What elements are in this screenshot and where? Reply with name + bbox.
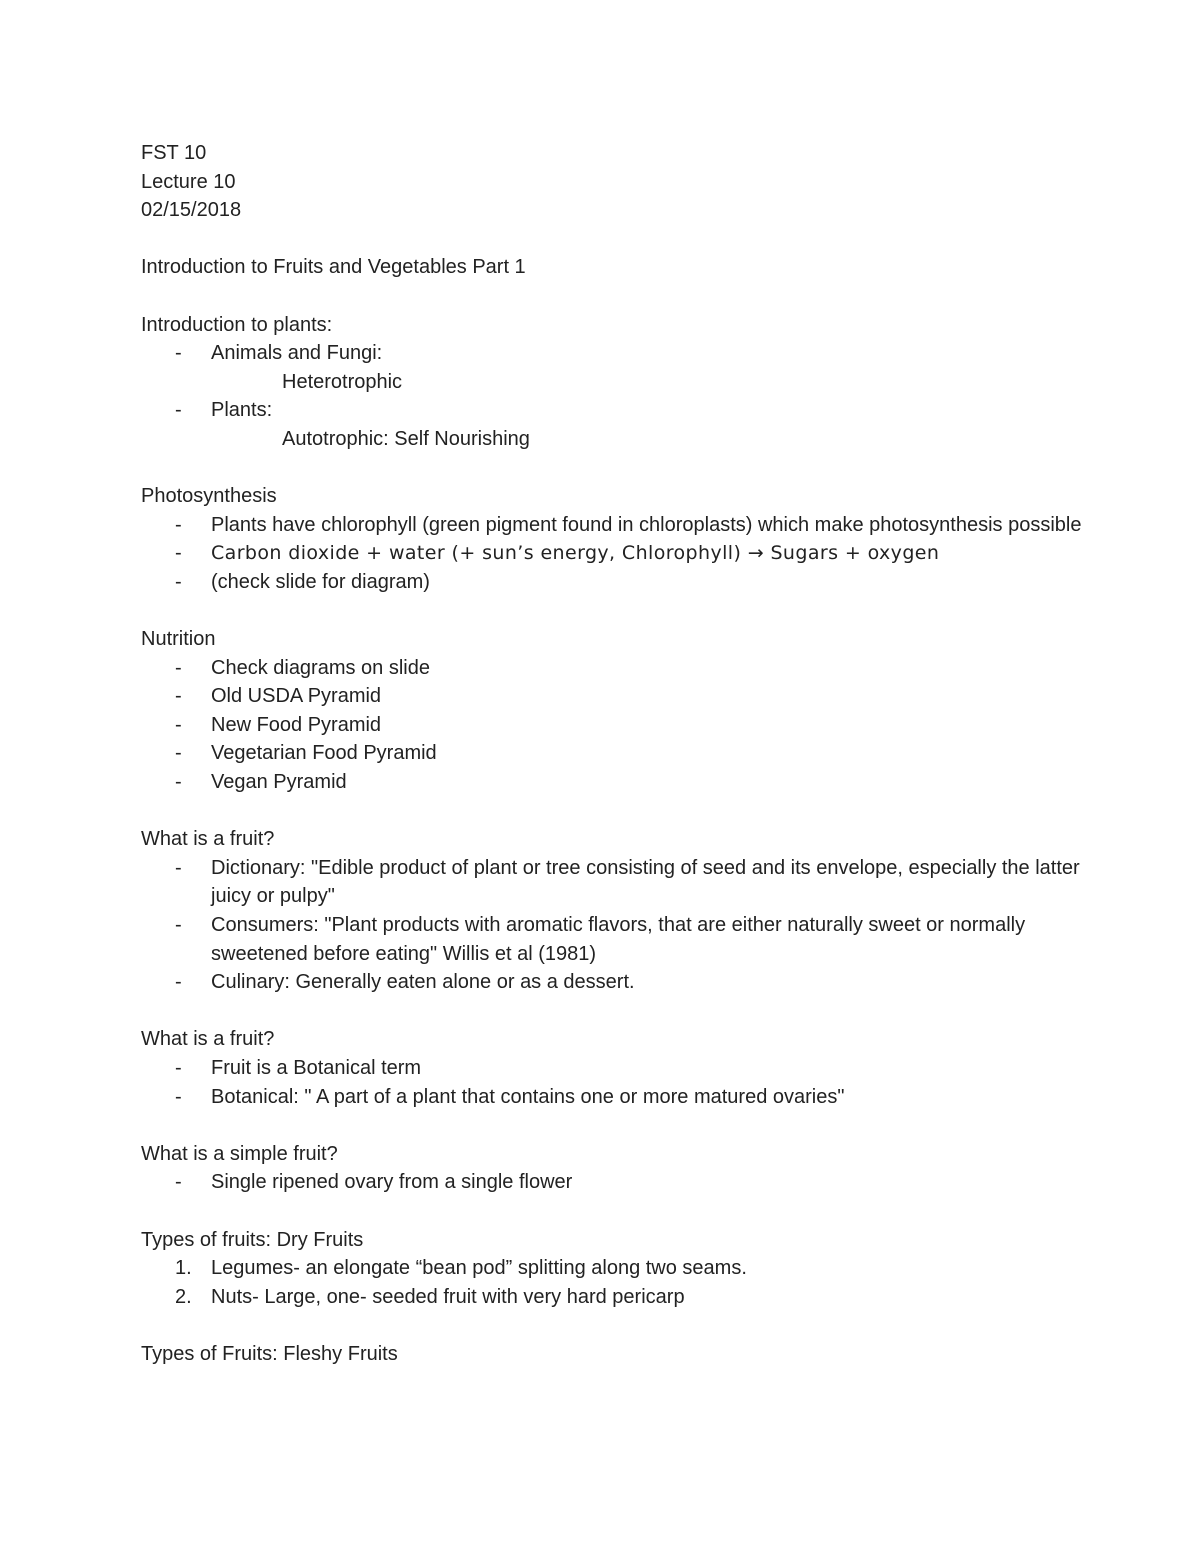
list-item-text: Fruit is a Botanical term — [211, 1057, 422, 1079]
section-heading-dry-fruits: Types of fruits: Dry Fruits — [141, 1228, 364, 1251]
list-item — [141, 682, 1101, 711]
course-code: FST 10 — [141, 142, 207, 164]
list-item-text: Vegetarian Food Pyramid — [211, 742, 437, 765]
list-item — [141, 1054, 1101, 1083]
section-heading-nutrition: Nutrition — [141, 628, 216, 651]
list-item-text: Dictionary: "Edible product of plant or tree consisting of seed and its envelope, especially the latter juicy or pulpy" — [211, 856, 1080, 908]
number-marker: 1. — [175, 1257, 192, 1280]
bullet-marker: - — [175, 570, 182, 593]
bullet-marker: - — [175, 1057, 182, 1079]
list-item — [141, 511, 1101, 540]
list-item-text: (check slide for diagram) — [211, 570, 430, 593]
list-item — [141, 711, 1101, 740]
list-item — [141, 339, 1101, 368]
bullet-marker: - — [175, 342, 182, 365]
section-heading-photosynthesis: Photosynthesis — [141, 485, 277, 508]
list-item — [141, 539, 1101, 568]
section-heading-simple-fruit: What is a simple fruit? — [141, 1142, 338, 1165]
section-heading-fruit-botanical: What is a fruit? — [141, 1028, 275, 1051]
bullet-marker: - — [175, 1171, 182, 1194]
list-item-text: Legumes- an elongate “bean pod” splitting along two seams. — [211, 1257, 747, 1280]
bullet-marker: - — [175, 971, 182, 994]
list-item — [141, 768, 1101, 797]
photosynthesis-equation: Carbon dioxide + water (+ sun’s energy, Chlorophyll) → Sugars + oxygen — [211, 542, 940, 565]
document-title: Introduction to Fruits and Vegetables Part 1 — [141, 256, 526, 279]
list-item — [141, 739, 1101, 768]
list-item-text: Botanical: " A part of a plant that contains one or more matured ovaries" — [211, 1085, 845, 1108]
list-item-text: Nuts- Large, one- seeded fruit with very hard pericarp — [211, 1285, 685, 1308]
list-item — [141, 396, 1101, 425]
list-item-text: Single ripened ovary from a single flower — [211, 1171, 573, 1194]
bullet-marker: - — [175, 914, 182, 937]
list-item — [141, 911, 1101, 968]
lecture-date: 02/15/2018 — [141, 199, 242, 222]
list-item — [141, 568, 1101, 597]
list-item — [141, 968, 1101, 997]
list-item-text: Vegan Pyramid — [211, 771, 347, 794]
bullet-marker: - — [175, 685, 182, 708]
list-item-text: Culinary: Generally eaten alone or as a dessert. — [211, 971, 635, 994]
bullet-marker: - — [175, 656, 182, 679]
list-item — [141, 1168, 1101, 1197]
section-heading-fruit: What is a fruit? — [141, 828, 275, 851]
list-item-text: Check diagrams on slide — [211, 656, 430, 679]
bullet-marker: - — [175, 771, 182, 794]
document-page — [141, 139, 1101, 1369]
list-item-text: Plants: — [211, 399, 273, 422]
list-item — [141, 1254, 1101, 1283]
bullet-marker: - — [175, 399, 182, 422]
list-item — [141, 654, 1101, 683]
bullet-marker: - — [175, 542, 182, 565]
list-item — [141, 1283, 1101, 1312]
bullet-marker: - — [175, 856, 182, 879]
list-item-text: Plants have chlorophyll (green pigment found in chloroplasts) which make photosynthesis possible — [211, 513, 1082, 536]
sub-item-text: Heterotrophic — [282, 370, 403, 393]
bullet-marker: - — [175, 742, 182, 765]
list-item-text: Consumers: "Plant products with aromatic flavors, that are either naturally sweet or normally sweetened before eating" Willis et al (1981) — [211, 914, 1026, 965]
list-item-text: Old USDA Pyramid — [211, 685, 382, 708]
list-item — [141, 854, 1101, 911]
list-item — [141, 1083, 1101, 1112]
sub-item-text: Autotrophic: Self Nourishing — [282, 427, 530, 450]
bullet-marker: - — [175, 1085, 182, 1108]
section-heading-fleshy-fruits: Types of Fruits: Fleshy Fruits — [141, 1342, 398, 1365]
bullet-marker: - — [175, 713, 182, 736]
lecture-number: Lecture 10 — [141, 170, 236, 193]
list-item-text: Animals and Fungi: — [211, 342, 383, 365]
list-item-text: New Food Pyramid — [211, 713, 382, 736]
number-marker: 2. — [175, 1285, 192, 1308]
section-heading-plants: Introduction to plants: — [141, 313, 333, 336]
bullet-marker: - — [175, 513, 182, 536]
